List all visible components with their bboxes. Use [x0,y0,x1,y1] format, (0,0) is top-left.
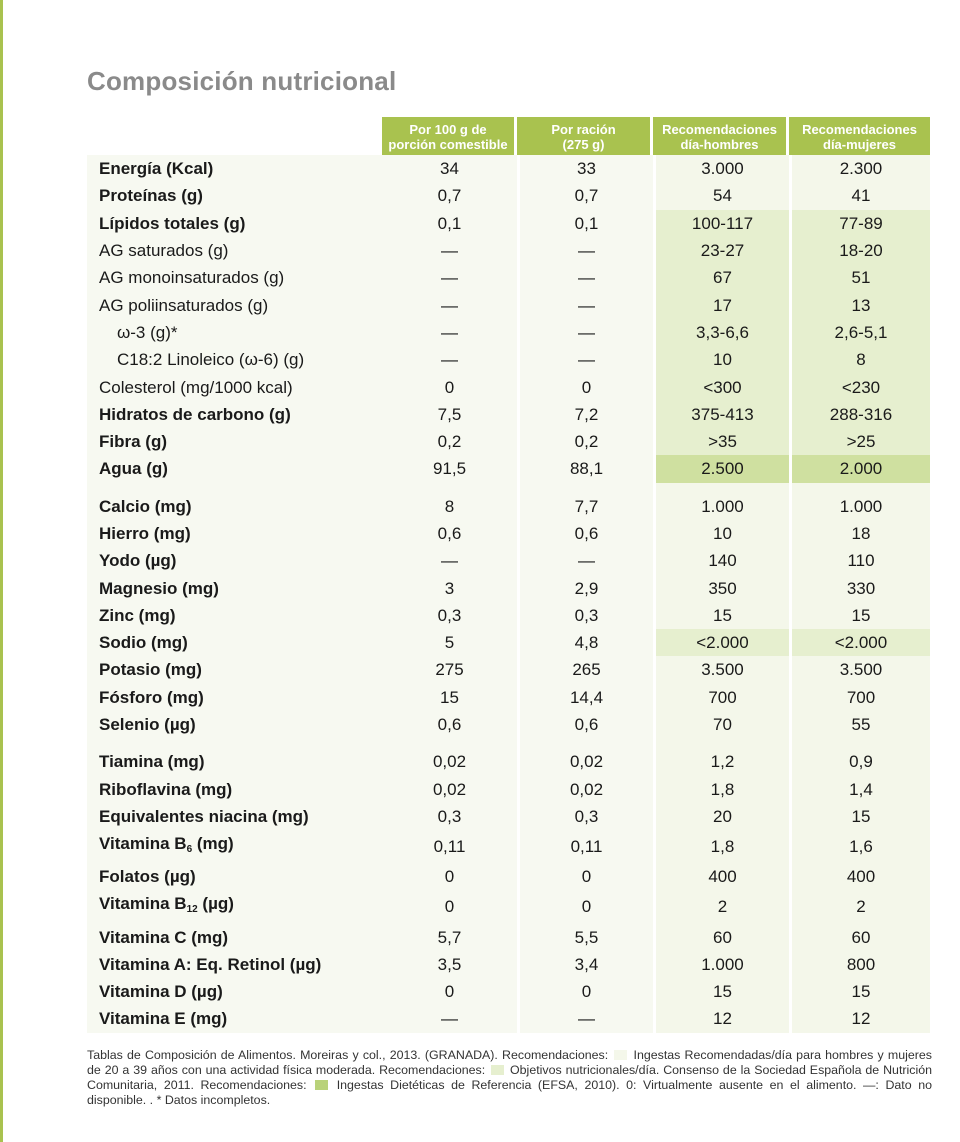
cell-women: 800 [789,951,930,978]
cell-women: 15 [789,803,930,830]
cell-per-portion: — [517,319,653,346]
cell-per-portion: 0 [517,978,653,1005]
cell-per-100g: 34 [382,155,517,182]
cell-per-portion: 88,1 [517,455,653,482]
cell-men: <2.000 [653,629,789,656]
cell-women: 13 [789,291,930,318]
row-label: Potasio (mg) [87,656,382,683]
table-row [87,346,930,373]
table-row [87,264,930,291]
cell-per-100g: 0,11 [382,830,517,863]
cell-per-100g: 0 [382,890,517,923]
footnote: Tablas de Composición de Alimentos. Moreiras y col., 2013. (GRANADA). Recomendaciones: Ingestas Recomendadas/día para hombres y mujeres de 20 a 39 años con una actividad física moderada. Recomendaciones: Objetivos nutricionales/día. Consenso de la Sociedad Española de Nutrición Comunitaria, 2011. Recomendaciones: Ingestas Dietéticas de Referencia (EFSA, 2010). 0: Virtualmente ausente en el alimento. —: Dato no disponible. . * Datos incompletos. [87,1048,932,1107]
cell-per-100g: — [382,1005,517,1032]
row-label: Folatos (µg) [87,863,382,890]
cell-per-portion: — [517,291,653,318]
cell-men: 23-27 [653,237,789,264]
table-row [87,373,930,400]
table-row [87,547,930,574]
row-label: Vitamina E (mg) [87,1005,382,1032]
cell-per-100g: 0,02 [382,776,517,803]
cell-women: 700 [789,684,930,711]
table-row [87,602,930,629]
cell-men: 15 [653,602,789,629]
cell-per-portion: 0 [517,890,653,923]
cell-per-portion: — [517,547,653,574]
table-row [87,428,930,455]
legend-swatch-ir [614,1050,627,1060]
row-label: Proteínas (g) [87,182,382,209]
cell-per-portion: 2,9 [517,574,653,601]
cell-per-portion: 7,7 [517,483,653,520]
cell-per-portion: 0 [517,373,653,400]
cell-women: 2 [789,890,930,923]
table-row [87,574,930,601]
table-row [87,978,930,1005]
cell-men: 1,2 [653,738,789,775]
cell-per-portion: 0,3 [517,803,653,830]
row-label: ω-3 (g)* [87,319,382,346]
row-label: AG poliinsaturados (g) [87,291,382,318]
cell-per-portion: 265 [517,656,653,683]
cell-per-100g: 0,02 [382,738,517,775]
nutrition-table [87,117,930,1033]
cell-per-100g: 0,6 [382,520,517,547]
header-per-portion: Por ración (275 g) [517,117,653,155]
cell-men: 20 [653,803,789,830]
cell-per-100g: 0 [382,978,517,1005]
table-row [87,803,930,830]
row-label: Fósforo (mg) [87,684,382,711]
cell-men: >35 [653,428,789,455]
cell-men: 1.000 [653,951,789,978]
table-row [87,1005,930,1032]
cell-per-100g: — [382,547,517,574]
cell-per-portion: 33 [517,155,653,182]
cell-per-portion: 3,4 [517,951,653,978]
row-label: Agua (g) [87,455,382,482]
cell-men: 375-413 [653,401,789,428]
table-row [87,776,930,803]
row-label: Vitamina D (µg) [87,978,382,1005]
cell-women: 2.000 [789,455,930,482]
row-label: Vitamina $B_{12}$ (µg) [87,890,382,923]
cell-women: 400 [789,863,930,890]
cell-per-portion: 0,7 [517,182,653,209]
cell-men: 10 [653,520,789,547]
row-label: Riboflavina (mg) [87,776,382,803]
cell-men: 350 [653,574,789,601]
cell-women: 15 [789,978,930,1005]
cell-per-100g: — [382,319,517,346]
table-row [87,890,930,923]
cell-men: 1,8 [653,830,789,863]
cell-women: 51 [789,264,930,291]
cell-women: 1.000 [789,483,930,520]
table-row [87,237,930,264]
left-accent-bar [0,0,3,1142]
cell-per-portion: 0,6 [517,711,653,738]
cell-men: 1,8 [653,776,789,803]
cell-per-portion: 0,02 [517,776,653,803]
row-label: Selenio (µg) [87,711,382,738]
cell-men: 67 [653,264,789,291]
row-label: Yodo (µg) [87,547,382,574]
table-row [87,711,930,738]
cell-men: 3.000 [653,155,789,182]
cell-women: 41 [789,182,930,209]
nutrition-table-wrapper [87,117,930,1033]
cell-women: >25 [789,428,930,455]
cell-men: 140 [653,547,789,574]
cell-per-100g: 0,6 [382,711,517,738]
row-label: Tiamina (mg) [87,738,382,775]
table-row [87,401,930,428]
cell-per-100g: 0,2 [382,428,517,455]
table-row [87,210,930,237]
table-row [87,182,930,209]
cell-per-100g: — [382,264,517,291]
table-row [87,155,930,182]
cell-per-100g: — [382,291,517,318]
cell-per-portion: — [517,1005,653,1032]
cell-women: 3.500 [789,656,930,683]
cell-per-100g: 3 [382,574,517,601]
cell-per-100g: 275 [382,656,517,683]
table-row [87,629,930,656]
cell-per-portion: 4,8 [517,629,653,656]
cell-per-portion: 0,6 [517,520,653,547]
cell-per-100g: 0,3 [382,602,517,629]
cell-women: 2.300 [789,155,930,182]
cell-men: 70 [653,711,789,738]
header-men: Recomendaciones día-hombres [653,117,789,155]
cell-men: 3,3-6,6 [653,319,789,346]
cell-women: 18 [789,520,930,547]
table-row [87,319,930,346]
table-row [87,738,930,775]
cell-per-portion: 0,11 [517,830,653,863]
row-label: Magnesio (mg) [87,574,382,601]
cell-women: 12 [789,1005,930,1032]
cell-per-portion: 14,4 [517,684,653,711]
cell-women: <2.000 [789,629,930,656]
row-label: Hidratos de carbono (g) [87,401,382,428]
cell-per-100g: 3,5 [382,951,517,978]
cell-per-100g: 0 [382,863,517,890]
cell-women: 0,9 [789,738,930,775]
cell-men: 15 [653,978,789,1005]
table-row [87,923,930,950]
row-label: Vitamina C (mg) [87,923,382,950]
cell-women: 1,6 [789,830,930,863]
cell-per-portion: 0,2 [517,428,653,455]
cell-women: 110 [789,547,930,574]
legend-swatch-objetivos [491,1065,504,1075]
cell-women: 77-89 [789,210,930,237]
table-row [87,830,930,863]
row-label: Sodio (mg) [87,629,382,656]
cell-women: 55 [789,711,930,738]
row-label: Vitamina A: Eq. Retinol (µg) [87,951,382,978]
table-row [87,951,930,978]
cell-men: 10 [653,346,789,373]
table-row [87,684,930,711]
cell-per-portion: — [517,237,653,264]
table-row [87,520,930,547]
row-label: AG saturados (g) [87,237,382,264]
row-label: Calcio (mg) [87,483,382,520]
cell-per-100g: 15 [382,684,517,711]
cell-women: 15 [789,602,930,629]
table-row [87,863,930,890]
cell-per-100g: 7,5 [382,401,517,428]
row-label: Vitamina $B_6$ (mg) [87,830,382,863]
cell-per-portion: 0,02 [517,738,653,775]
cell-women: 60 [789,923,930,950]
cell-men: 17 [653,291,789,318]
cell-women: 1,4 [789,776,930,803]
cell-per-100g: 0,3 [382,803,517,830]
cell-per-100g: — [382,237,517,264]
cell-per-portion: 0 [517,863,653,890]
cell-per-100g: 0,1 [382,210,517,237]
table-header-row [87,117,930,155]
cell-per-portion: 5,5 [517,923,653,950]
cell-men: 100-117 [653,210,789,237]
cell-men: 60 [653,923,789,950]
table-row [87,291,930,318]
cell-per-100g: 0,7 [382,182,517,209]
cell-men: 3.500 [653,656,789,683]
cell-per-100g: 5,7 [382,923,517,950]
cell-per-portion: 0,1 [517,210,653,237]
cell-women: 2,6-5,1 [789,319,930,346]
cell-per-100g: 91,5 [382,455,517,482]
row-label: C18:2 Linoleico (ω-6) (g) [87,346,382,373]
cell-men: 12 [653,1005,789,1032]
cell-men: 700 [653,684,789,711]
header-women: Recomendaciones día-mujeres [789,117,930,155]
cell-per-100g: 0 [382,373,517,400]
row-label: Energía (Kcal) [87,155,382,182]
header-blank [87,117,382,155]
row-label: AG monoinsaturados (g) [87,264,382,291]
cell-per-portion: — [517,264,653,291]
row-label: Hierro (mg) [87,520,382,547]
row-label: Equivalentes niacina (mg) [87,803,382,830]
page-title: Composición nutricional [87,66,397,96]
cell-women: 330 [789,574,930,601]
cell-per-portion: 7,2 [517,401,653,428]
row-label: Fibra (g) [87,428,382,455]
table-row [87,656,930,683]
cell-men: <300 [653,373,789,400]
row-label: Lípidos totales (g) [87,210,382,237]
cell-women: 288-316 [789,401,930,428]
cell-per-portion: — [517,346,653,373]
table-row [87,483,930,520]
cell-men: 2.500 [653,455,789,482]
cell-men: 1.000 [653,483,789,520]
cell-men: 54 [653,182,789,209]
cell-men: 2 [653,890,789,923]
cell-per-100g: — [382,346,517,373]
row-label: Zinc (mg) [87,602,382,629]
cell-per-portion: 0,3 [517,602,653,629]
row-label: Colesterol (mg/1000 kcal) [87,373,382,400]
cell-women: <230 [789,373,930,400]
cell-women: 18-20 [789,237,930,264]
table-row [87,455,930,482]
cell-per-100g: 5 [382,629,517,656]
cell-men: 400 [653,863,789,890]
cell-per-100g: 8 [382,483,517,520]
legend-swatch-idr [315,1080,328,1090]
cell-women: 8 [789,346,930,373]
header-per-100g: Por 100 g de porción comestible [382,117,517,155]
